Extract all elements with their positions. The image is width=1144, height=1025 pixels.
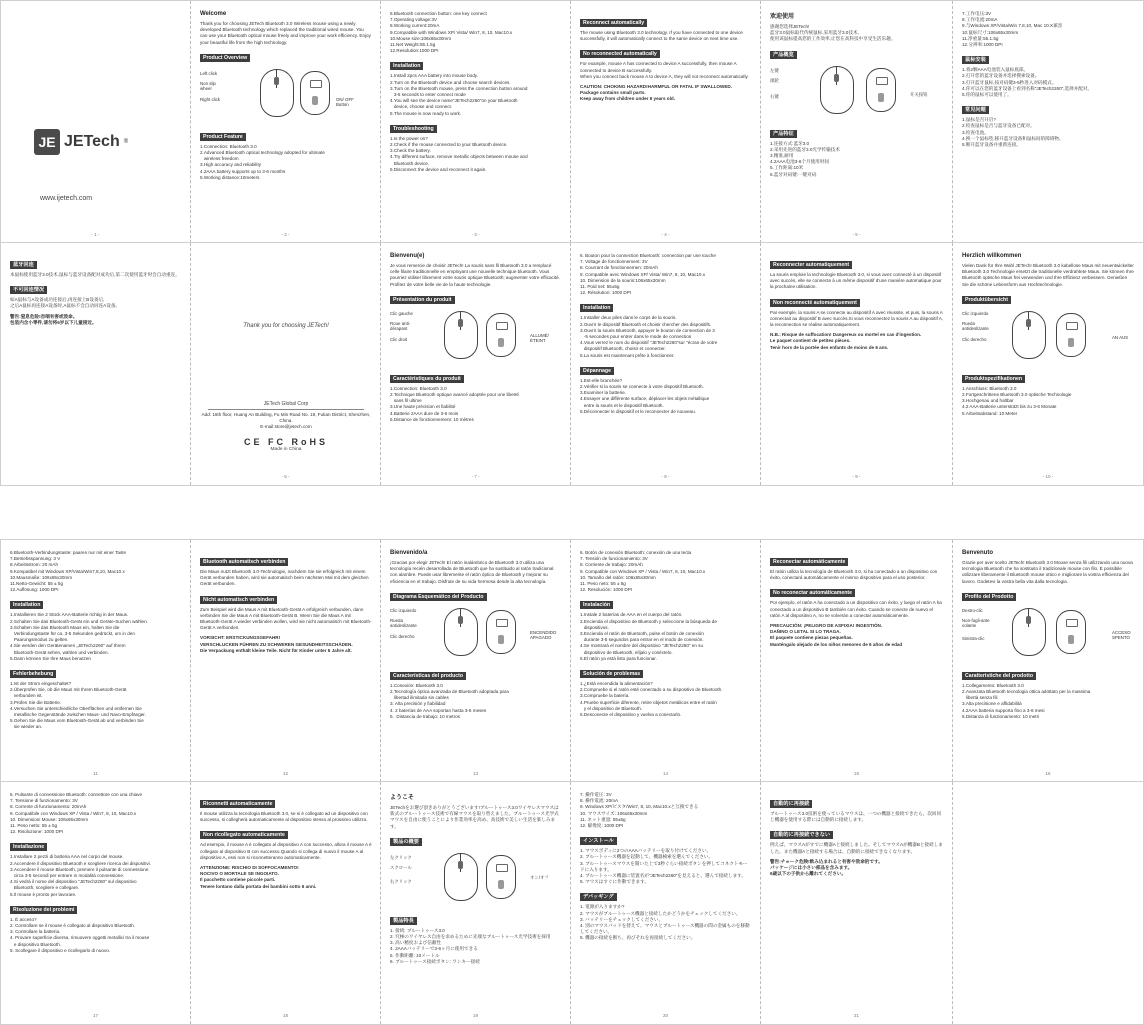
it-install-heading: Installazione	[10, 843, 47, 851]
fr-specs: 6. Bouton pour la connection Bluetooth: connection par une touche 7. Voltage de fonctionnement: 3V 8. Courrant de fonctionnemen: 20mAh 9. Compatible avec Windows XP/ Vista/ Win7, 8, 10, Mac10.x 10. Dimension de la souris:106x65x30mm 11. Poid net: 55±5g 12. Résolution: 1000 DPI	[580, 253, 716, 296]
zh-features: 1.连接方式:蓝牙3.0 2.采用先进的蓝牙3.0光学传输技术 3.精准,耐用 4.2AAA电池3-6个月使用时间 5.工作距离:10米 6.蓝牙对码键:一键对码	[770, 140, 840, 177]
de-install: 1.Installieren Sie 2 Stück AAA-Batterie richtig in der Maus. 2.Schalten Sie das Bluetooth-Gerät ein und Geräte-Suchen wählen. 3.Schalten Sie das Bluetooth Maus ein, halten Sie die Verbindungstaste für ca. 3-5 Sekunden gedrückt, um in den Paarungsmodus zu gelten. 4.Sie werden den Gerätenamen „JETech2260" auf Ihrem Bluetooth-Gerät sehen, wählen und verbinden. 5.Dann können Sie Ihre Maus benutzen	[10, 612, 148, 661]
fr-trouble: 1.Est-elle branchée? 2.Vérifier si la souris se connecte à votre dispositif Bluetooth. 3.Examiner la batterie. 4.Essayer une différente surface, déplacer les objets métallique entre la souris et le dispositif Bluetooth. 5.Déconnecter le dispositif et le reconnecter de nouveau.	[580, 377, 710, 414]
es-intro: ¡Gracias por elegir JETech! El ratón inalámbrico de Bluetooth 3.0 utiliza una tecnología recién desarrollada de Bluetooth que ha sustituido al ratón tradicional con alambre. Puede usar libremente el ratón óptico de Bluetooth y mejorar su eficiencia en el trabajo. Disfrute de su vida hermosa desde la alta tecnología.	[390, 560, 555, 584]
ja-intro: JETechをお選び頂きありがとうございます!ブルートゥース3.0ワイヤレスマウスは新式のブルートゥース技術で有線マウスを取り替えました。ブルートゥース光学式マウスを自由に使うことにより作業効率を高め、高技術で美しい生活を楽しみます。	[390, 805, 559, 829]
it-specs: 6. Pulsante di connessione Bluetooth: connettore con una chiave 7. Tensione di funzionamento: 3V 8. Corrente di funzionamento: 20mAh 9. Compatibile con Windows XP / Vista / Win7, 8, 10, Mac10.x 10. Dimensioni Mouse: 106x65x30mm 11. Peso netto: 55 ± 5g 12. Risoluzione: 1000 DPI	[10, 792, 143, 835]
en-install: 1.Install 2pcs AAA battery into mouse body. 2.Turn on the Bluetooth device and choose search devices. 3.Turn on the Bluetooth mouse, press the connection button around 3-5 seconds to enter connect mode 4.You will see the device name"JETech2260"on your Bluetooth device, choose and connect. 5.The mouse is now ready to work.	[390, 73, 528, 116]
page-number: 20	[662, 1013, 668, 1018]
it-noreconnect-heading: Non ricollegato automaticamente	[200, 831, 288, 839]
es-reconnect-panel	[760, 540, 952, 782]
mouse-top-view	[444, 311, 478, 359]
de-intro: Vielen Dank für Ihre Wahl JETech! Bluetooth 3.0 kabellose Maus mit neuentwickelter Bluetooth 3.0 Technologie ersetzt die traditionelle verdrahtete Maus. Sie können Ihre Bluetooth optische Maus frei verwenden und Ihre Effizienz verbessern. Genießen Sie die schöne Lebensform aus Hochtechnologie.	[962, 263, 1136, 287]
fr-noreconnect-heading: Non reconnecté automatiquement	[770, 299, 860, 307]
zh-install: 1.将2颗AAA电池装入鼠标底部。 2.打开您的蓝牙设备并选择搜索设备。 3.打开蓝牙鼠标,按对码键3-5秒进入对码模式。 4.你可以在您的蓝牙设备上看到名称"JETech2260",选择并配对。 5.你的鼠标可以使用了。	[962, 67, 1093, 98]
label-left-click: 左クリック	[390, 854, 412, 860]
sheet-row	[0, 0, 1144, 243]
mouse-top-view	[444, 608, 478, 656]
ja-welcome-panel	[380, 782, 570, 1024]
page-number: 15	[853, 771, 859, 776]
de-overview-heading: Produktübersicht	[962, 296, 1011, 304]
es-reconnect: El ratón utiliza la tecnología de Bluetooth 3.0, si ha conectado a un dispositivo con éxito, conectará automáticamente el mismo dispositivo para el uso posterior.	[770, 569, 939, 581]
fr-install-heading: Installation	[580, 304, 613, 312]
sheet-back	[0, 539, 1144, 1025]
mouse-diagram	[962, 606, 1135, 660]
en-trouble: 1.Is the power on? 2.Check if the mouse connected to your Bluetooth device. 3.Check the battery. 4.Try different surface, remove metallic objects between mouse and Bluetooth device. 5.Disconnect the device and reconnect it again.	[390, 135, 528, 172]
zh-welcome-panel	[760, 1, 952, 243]
page-number: 12	[282, 771, 288, 776]
label-left-click: Clic izquierdo	[962, 310, 989, 316]
es-feature-heading: Características del producto	[390, 672, 466, 680]
fr-reconnect-heading: Reconnecter automatiquement	[770, 261, 852, 269]
de-features: 1.Anschluss: Bluetooth 3.0 2.Fortgeschrittene Bluetooth 3.0 optische Technologie 3.Hochgenau und haltbar 4.2 AAA-Batterie unterstützt bis zu 3-6 Monate 5.Arbeitsabstand: 10 Meter	[962, 385, 1072, 416]
zh-reconnect-panel	[0, 243, 190, 485]
es-trouble: 1.¿Está encendida la alimentación? 2.Compruebe si el ratón esté conectado a su dispositivo de Bluetooth. 3.Compruebe la batería. 4.Pruebe superficie diferente, retire objetos metálicos entre el ratón y el dispositivo de Bluetooth. 5.Desconecte el dispositivo y vuelva a conectarlo.	[580, 681, 723, 718]
de-reconnect-panel	[190, 540, 380, 782]
brand-url: www.ijetech.com	[40, 195, 93, 202]
mouse-top-view	[260, 69, 294, 117]
it-reconnect: Il mouse utilizza la tecnologia Bluetooth 3.0, se si è collegato ad un dispositivo con successo, si collegherà automaticamente al dispositivo stesso al prossimo utilizzo.	[200, 811, 370, 823]
mouse-top-view	[444, 853, 478, 901]
mouse-diagram	[390, 309, 562, 363]
es-install-heading: Instalación	[580, 601, 613, 609]
fr-title: Bienvenu(e)	[390, 253, 425, 259]
cover-panel	[0, 1, 190, 243]
en-install-panel	[380, 1, 570, 243]
fr-caution: N.B.: Risque de suffocation! Dangereux ou mortel en cas d'ingestion. Le paquet contient de petites pièces. Tenir hors de la portée des enfants de moins de 6 ans.	[770, 332, 922, 350]
label-wheel: Non slip wheel	[200, 80, 216, 91]
it-reconnect-heading: Riconnetti automaticamente	[200, 800, 275, 808]
en-specs: 6.Bluetooth connection button: one key connect 7.Operating voltage:3V 8.Working current:20mA 9.Compatible with Windows XP/ Vista/ Win7, 8, 10, Mac10.x 10.Mouse size:106x65x30mm 11.Net Weight:55.1.5g 12.Resolution:1000 DPI	[390, 11, 513, 54]
de-caution: VORSICHT: ERSTICKUNGSGEFAHR! VERSCHLUCKEN FÜHREN ZU SCHWEREN GESUNDHEITSSCHÄDEN. Die Verpackung enthält kleine Teile. Nicht für Kinder unter 6 Jahre alt.	[200, 635, 353, 653]
zh-trouble: 1.鼠标是否开启? 2.检查鼠标是否与蓝牙设备已配对。 3.检查电池。 4.换一个鼠标垫,移开蓝牙设备和鼠标间的障碍物。 5.断开蓝牙设备并重新连接。	[962, 117, 1064, 148]
en-feature-heading: Product Feature	[200, 133, 246, 141]
label-right-click: 右クリック	[390, 878, 412, 884]
mouse-bottom-view	[1056, 313, 1086, 357]
es-reconnect-heading: Reconectar automáticamente	[770, 558, 848, 566]
mouse-top-view	[1012, 608, 1046, 656]
fr-features: 1.Connection: Bluetooth 3.0 2.Technique Bluetooth optique avancé adoptée pour une liberté sans fil ultime 3.Une haute précision et fiabilité 4.Batterie 2AAA dure de 3-6 mois 5.Distance de fonctionnement: 10 mètres	[390, 385, 519, 422]
de-welcome-panel	[952, 243, 1144, 485]
page-number: 18	[282, 1013, 288, 1018]
de-reconnect-heading: Bluetooth automatisch verbinden	[200, 558, 288, 566]
zh-specs: 7.工作电压:3V 8.工作电流:20mA 9.与Windows XP/Vista/Win 7,8,10, Mac 10.X兼容 10.鼠标尺寸:106x65x30mm 11.净重量:55.1.5g 12.分辨率:1000 DPI	[962, 11, 1063, 48]
sheet-front	[0, 0, 1144, 484]
it-overview-heading: Profilo del Prodotto	[962, 593, 1016, 601]
en-noreconnect-heading: No reconnected automatically	[580, 50, 660, 58]
page-number: 13	[472, 771, 478, 776]
mouse-bottom-view	[486, 313, 516, 357]
page-number: 14	[662, 771, 668, 776]
zh-noreconnect: 如A鼠标与A设备成功连接后,再连接上B设备后, 之后A鼠标再连接A设备时,A鼠标不会自动回连A设备。	[10, 297, 121, 309]
ja-specs: 7. 操作電圧: 3V 8. 操作電流: 20mA 9. Windows XP/ビスタ/Win7, 8, 10, Mac10.xと互換できる 10. マウスサイズ: 106x65x30mm 11. ネット重量: 55±5g 12. 解像度: 1000 DPI	[580, 792, 699, 829]
en-welcome-panel	[190, 1, 380, 243]
fr-install-panel	[570, 243, 760, 485]
fr-install: 1.Installer deux piles dans le corps de la souris. 2.Ouvrir le dispositif Bluetooth et choisir chercher des dispositifs. 3.Ouvrir la souris Bluetooth, appuyer le bouton de connection de 3 -5 secondes pour entrer dans le mode de connection 4.Vous verrez le nom du dispositif "JETech2260"sur "écran de votre dispositif Bluetooth, choisir et connecter. 5.La souris est maintenant prête à fonctionner.	[580, 315, 718, 358]
sheet-row	[0, 242, 1144, 486]
it-install-panel	[0, 782, 190, 1024]
it-noreconnect: Ad esempio, il mouse A è collegato al dispositivo A con successo, allora il mouse A è collegato al dispositivo B con successo.Quando si collega di nuovo il mouse A al dispositivo A, essi non si riconnetteranno automaticamente.	[200, 842, 373, 860]
page-number: - 6 -	[281, 474, 290, 479]
label-on-off: ENCENDIDO APAGADO	[530, 629, 557, 640]
mouse-diagram	[390, 851, 562, 905]
en-intro: Thank you for choosing JETech Bluetooth 3.0 Wireless mouse using a newly developed Bluetooth technology which replaced the traditional wired mouse. You can use your Bluetooth optical mouse freely and improve your work efficiency. Enjoy your beautiful life from the high technology.	[200, 21, 373, 45]
label-wheel: Non-fogli-ante volante	[962, 617, 990, 628]
es-welcome-panel	[380, 540, 570, 782]
page-number: - 9 -	[852, 474, 861, 479]
it-trouble-heading: Risoluzione dei problemi	[10, 906, 77, 914]
corp-name: JETech Global Corp	[263, 401, 309, 407]
label-wheel: Rueda antideslizante	[390, 617, 417, 628]
ja-title: ようこそ	[390, 795, 415, 801]
ja-trouble-heading: デバッギング	[580, 893, 617, 901]
label-left-click: Destro-clic	[962, 607, 983, 613]
label-left-click: Left click	[200, 70, 218, 76]
es-overview-heading: Diagrama Esquemático del Producto	[390, 593, 487, 601]
de-install-panel	[0, 540, 190, 782]
fr-trouble-heading: Dépannage	[580, 367, 614, 375]
label-on-off: ALLUMÉ/ ÉTEINT	[530, 332, 549, 343]
label-on-off: ON/ OFF Button	[336, 96, 354, 107]
ja-noreconnect: 例えば、マウスAがすでに機器Aと接続しました。そしてマウスAが機器Bと接続しました。また機器Aと接続する場合は、自動的に接続できなくなります。	[770, 842, 943, 854]
blank-panel	[952, 782, 1144, 1024]
es-install-panel	[570, 540, 760, 782]
en-title: Welcome	[200, 11, 227, 17]
fr-feature-heading: Caractéristiques du produit	[390, 375, 464, 383]
page-number: - 3 -	[471, 232, 480, 237]
ja-reconnect-heading: 自動的に再接続	[770, 800, 812, 808]
page-number: 21	[853, 1013, 859, 1018]
ja-install: 1. マウスボディに2つのAAAバッテリーを取り付けてください。 2. ブルートゥース機器を起動して、機器検索を選んでください。 3. ブルートゥースマウスを開いた上で3秒ぐらい接続ボタンを押してコネクトモードに入ります。 4. ブルートゥース機器に装置名が"JETech2260"を見えると、選んで接続します。 5. マウスはすぐに作動できます。	[580, 848, 748, 885]
page-number: 17	[92, 1013, 98, 1018]
en-noreconnect: For example, mouse A has connected to device A successfully, then mouse A connected to device B successfully. When you connect back mouse A to device A, they will not reconnect automatically.	[580, 61, 749, 79]
zh-reconnect: 本鼠标使用蓝牙3.0技术,鼠标与蓝牙设备配对成功后,第二次使用蓝牙时会自动重连。	[10, 272, 180, 277]
de-reconnect: Die Maus nutzt Bluetooth 3.0-Technologie, nachdem Sie sie erfolgreich mit einem Gerät verbunden haben, wird sie automatisch beim nächsten Mal mit dem gleichen Gerät verbunden.	[200, 569, 370, 587]
mouse-diagram	[200, 67, 372, 121]
mouse-bottom-view	[486, 610, 516, 654]
page-number: - 10 -	[1042, 474, 1054, 479]
label-right-click: Clic droit	[390, 336, 408, 342]
page-number: 19	[472, 1013, 478, 1018]
page-number: - 5 -	[852, 232, 861, 237]
corp-email: E-mail:store@jetech.com	[260, 424, 312, 430]
label-on-off: ACCESO SPENTO	[1112, 629, 1131, 640]
mouse-bottom-view	[300, 71, 330, 115]
fr-intro: Je vous remercie de choisir JETech! La souris sans fil Bluetooth 3.0 a remplacé celle filaire traditionnelle en employant une nouvelle technique bluetooth. Vous pourriez utiliser librement votre souris optique Bluetooth; augmenter votre efficacité. Profitez de votre belle vie de la haute technologie.	[390, 263, 562, 287]
it-title: Benvenuto	[962, 550, 994, 556]
brand-logo	[34, 129, 182, 155]
mouse-bottom-view	[866, 68, 896, 112]
page-number: - 1 -	[91, 232, 100, 237]
fr-noreconnect: Par exemple, la souris A se connecte au dispositif A avec réussite, et puis, la souris A connectait au dispositif B avec succès.Si vous reconnectez la souris A au dispositif A, la reconnection se réalise automatiquement.	[770, 309, 945, 328]
label-left-click: 左键	[770, 67, 779, 73]
it-reconnect-panel	[190, 782, 380, 1024]
zh-reconnect-heading: 蓝牙回连	[10, 261, 37, 269]
en-reconnect-panel	[570, 1, 760, 243]
page-number: 16	[1045, 771, 1051, 776]
zh-noreconnect-heading: 不可回连情况	[10, 286, 47, 294]
label-right-click: Right click	[200, 96, 221, 102]
sheet-row	[0, 539, 1144, 782]
en-reconnect: The mouse using Bluetooth 3.0 technology. If you have connected to one device successfully, it will automatically connect to the same device on next time use.	[580, 30, 745, 42]
it-install: 1.Installare 2 pezzi di batteria AAA nel corpo del mouse. 2.Accendere il dispositivo Bluetooth e scegliere ricerca dei dispositivi. 3.Accendere il mouse Bluetooth, premere il pulsante di connessione circa 3-5 secondi per entrare in modalità connessione. 4.Si vedrà il nome del dispositivo "JETech2260" sul dispositivo Bluetooth, scegliere e collegare. 5.Il mouse è pronto per lavorare.	[10, 854, 151, 897]
es-features: 1.Conexión: Bluetooth 3.0 2.Tecnología óptica avanzada de Bluetooth adoptada para libertad ilimitada sin cables 3. Alta precisión y fiabilidad 4. 2 baterías de AAA soportan hasta 3-6 meses 5. Distancia de trabajo: 10 metros	[390, 682, 509, 719]
label-right-click: Clic derecho	[390, 633, 415, 639]
registered-mark: ®	[123, 139, 129, 145]
label-wheel: スクロール	[390, 864, 412, 870]
en-reconnect-heading: Reconnect automatically	[580, 19, 647, 27]
es-trouble-heading: Solución de problemas	[580, 670, 643, 678]
mouse-top-view	[1012, 311, 1046, 359]
en-trouble-heading: Troubleshooting	[390, 125, 437, 133]
es-title: Bienvenido/a	[390, 550, 428, 556]
fr-welcome-panel	[380, 243, 570, 485]
es-install: 1.Instale 2 baterías de AAA en el cuerpo del ratón. 2.Encienda el dispositivo de Bluetooth y seleccione la búsqueda de dispositivos. 3.Encienda el ratón de Bluetooth, pulse el botón de conexión durante 3-5 segundos para entrar en el modo de conexión. 4.Se mostrará el nombre del dispositivo "JETech2260" en su dispositivo de Bluetooth, elíjalo y conéctelo. 5.El ratón ya está listo para funcionar.	[580, 612, 717, 661]
de-specs: 6.Bluetooth-Verbindungstaste: paaren nur mit einer Taste 7.Betriebsspannung: 3 V 8.Arbeitsstrom: 20 mAh 9.Kompatibel mit Windows XP/Vista/Win7,8,10, Mac10.x 10.Mausmaße: 106x65x30mm 11.Netto-Gewicht: 55 ± 5g 12.Auflösung: 1000 DPI	[10, 550, 127, 593]
thanks-text: Thank you for choosing JETech!	[243, 323, 329, 329]
ja-install-panel	[570, 782, 760, 1024]
mouse-diagram	[390, 606, 562, 660]
divider	[208, 409, 364, 410]
brand-mark-icon: JE	[34, 129, 60, 155]
ja-trouble: 1. 電源が入りますか? 2. マウスがブルートゥース機器と接続したかどうかをチェックしてください。 3. バッテリーをチェックしてください。 4. 別のマウスパッドを替えて、マウスとブルートゥース機器の間の金属ものを移動してください。 5. 機器の接続を断ち、再びそれを再接続してください。	[580, 904, 750, 941]
label-right-click: Sinistra-clic	[962, 635, 985, 641]
label-wheel: Roue anti-dérapant	[390, 320, 411, 331]
ja-overview-heading: 製品の概要	[390, 838, 422, 846]
corp-address: Add: 16th floor, Huang An Building, Fu Min Road No. 19, Futian District, Shenzhen, China.	[201, 412, 372, 424]
zh-install-heading: 鼠标安装	[962, 56, 989, 64]
ja-caution: 警告:チョーク危険!飲み込まれると有害や致命的です。 パッケージには小さい部品を含みます。 6歳以下の子供から離れてください。	[770, 858, 883, 877]
page-number: 11	[93, 771, 98, 776]
de-title: Herzlich willkommen	[962, 253, 1022, 259]
en-features: 1.Connection: Bluetooth 3.0 2.Advanced Bluetooth optical technology adopted for ultimate wireless freedom 3.High accuracy and reliability 4.2AAA battery supports up to 3-6 months 5.Working distance:10meters	[200, 143, 325, 180]
it-welcome-panel	[952, 540, 1144, 782]
mouse-top-view	[820, 66, 854, 114]
ja-install-heading: インストール	[580, 837, 617, 845]
page-number: - 8 -	[661, 474, 670, 479]
ja-noreconnect-heading: 自動的に再接続できない	[770, 831, 833, 839]
zh-install-panel	[952, 1, 1144, 243]
es-noreconnect-heading: No reconectar automáticamente	[770, 589, 855, 597]
mouse-diagram	[770, 64, 944, 118]
it-features: 1.Collegamento: Bluetooth 3.0 2.Avanzata Bluetooth tecnologia ottica adottato per la massima libertà senza fili 3.Alta precisione e affidabilità 4.2AAA batteria supporta fino a 3-6 mesi 5.Distanza di funzionamento: 10 metri	[962, 682, 1091, 719]
en-overview-heading: Product Overview	[200, 54, 250, 62]
de-noreconnect: Zum Beispiel wird die Maus A mit Bluetooth-Gerät A erfolgreich verbunden, dann verbinden Sie die Maus A mit Bluetooth-Gerät B. Wenn Sie die Maus A mit Bluetooth-Gerät A wieder verbinden wollen, wird sie nicht automatisch mit Bluetooth-Gerät A verbunden.	[200, 606, 372, 631]
fr-overview-heading: Présentation du produit	[390, 296, 455, 304]
de-trouble: 1.Ist der Strom eingeschaltet? 2.Überprüfen Sie, ob die Maus mit Ihrem Bluetooth-Gerät verbunden ist. 3.Prüfen Sie die Batterie. 4.Versuchen Sie unterschiedliche Oberflächen und entfernen Sie metallische Gegenstände zwischen Maus- und Navo-Empfänger. 5.Gehen Sie die Maus vom Bluetooth-Gerät ab und verbinden Sie sie wieder an.	[10, 681, 146, 730]
fr-reconnect: La souris emploie la technologie Bluetooth 3.0, si vous avez connecté à un dispositif avec succès, elle se connecte à un même dispositif d'une manière automatique pour la prochaine utilisation.	[770, 272, 943, 290]
label-right-click: 右键	[770, 93, 779, 99]
ja-feature-heading: 製品特長	[390, 917, 417, 925]
en-caution: CAUTION: CHOKING HAZARD!HARMFUL OR FATAL IF SWALLOWED. Package contains small parts. Keep away from children under 6 years old.	[580, 84, 733, 102]
zh-feature-heading: 产品特征	[770, 130, 797, 138]
label-on-off: オン/オフ	[530, 874, 549, 880]
mouse-bottom-view	[486, 855, 516, 899]
es-noreconnect: Por ejemplo, el ratón A ha conectado a un dispositivo con éxito, y luego el ratón A ha conectado a un dispositivo B también con éxito. Cuando se conecte de nuevo el ratón A al dispositivo A, no se volverán a conectar automáticamente.	[770, 600, 944, 618]
label-left-click: Clic gauche	[390, 310, 413, 316]
ja-reconnect-panel	[760, 782, 952, 1024]
fr-reconnect-panel	[760, 243, 952, 485]
zh-intro: 感谢您选择JETech! 蓝牙3.0鼠标取代传统鼠标,采用蓝牙3.0技术, 使用该鼠标提高您的工作效率,让您在高科技中享受生活乐趣。	[770, 24, 896, 42]
de-noreconnect-heading: Nicht automatisch verbinden	[200, 596, 277, 604]
ja-features: 1. 接続: ブルートゥース3.0 2. 究極のワイヤレス自由を求めるために先端なブルートゥース光学技術を採用 3. 高い精度および信頼性 4. 2AAAバッテリーで3-6ヶ月に使用できる 5. 作動距離: 10メートル 6. ブルートゥース接続ボタン: ワンキー接続	[390, 927, 551, 964]
label-on-off: AN AUS	[1112, 334, 1129, 340]
es-caution: PRECAUCIÓN: ¡PELIGRO DE ASFIXIA! INGESTIÓN. DAÑINO O LETAL SI LO TRAGA. El paquete contiene piezas pequeñas. Manténgalo alejado de los niños menores de 6 años de edad	[770, 623, 903, 647]
it-caution: ATTENZIONE: RISCHIO DI SOFFOCAMENTO! NOCIVO O MORTALE SE INGOIATO. Il pacchetto contiene piccole parti. Tenere lontano dalla portata dei bambini sotto 6 anni.	[200, 865, 317, 889]
label-wheel: 滚轮	[770, 77, 779, 83]
it-trouble: 1. È acceso? 2. Controllare se il mouse è collegato al dispositivo Bluetooth. 3. Controllare la batteria. 4. Provare superficie diversa, rimuovere oggetti metallici tra il mouse e dispositivo Bluetooth. 5. Scollegare il dispositivo e ricollegarlo di nuovo.	[10, 916, 150, 953]
it-intro: Grazie per aver scelto JETech! Bluetooth 3.0 Mouse senza fili utilizzando una nuova tecnologia Bluetooth che ha sostituito il tradizionale mouse con filo. È possibile utilizzare liberamente il Bluetooth mouse ottico e migliorare la vostra efficienza del lavoro. Godetevi la vostra bella vita dalla tecnologia.	[962, 560, 1135, 584]
page-number: - 2 -	[281, 232, 290, 237]
brand-name: JETech	[64, 133, 120, 150]
zh-trouble-heading: 常见问题	[962, 106, 989, 114]
mouse-bottom-view	[1056, 610, 1086, 654]
en-install-heading: Installation	[390, 62, 423, 70]
zh-title: 欢迎使用	[770, 14, 795, 20]
label-on-off: 开关按钮	[910, 91, 928, 97]
mouse-diagram	[962, 309, 1135, 363]
label-wheel: Rueda antideslizante	[962, 320, 989, 331]
es-specs: 6. Botón de conexión Bluetooth: conexión de una tecla 7. Tensión de funcionamiento: 3V 8. Corriente de trabajo: 20mAh 9. Compatible con Windows XP / Vista / Win7, 8, 10, Mac10.x 10. Tamaño del ratón: 106x65x30mm 11. Peso neto: 55 ± 5g 12. Resolución: 1000 DPI	[580, 550, 706, 593]
certification-icons: CE FC RoHS	[244, 436, 328, 447]
made-in: Made in China	[270, 446, 302, 452]
ja-reconnect: ブルートゥース3.0技術を使っているマウスは、一つの機器と接続できたら、次回同じ機器を使用する際には自動的に接続します。	[770, 811, 942, 823]
zh-overview-heading: 产品概览	[770, 51, 797, 59]
de-feature-heading: Produktspezifikationen	[962, 375, 1025, 383]
label-left-click: Clic izquierdo	[390, 607, 417, 613]
de-trouble-heading: Fehlerbehebung	[10, 670, 56, 678]
de-install-heading: Installation	[10, 601, 43, 609]
sheet-row	[0, 781, 1144, 1025]
label-right-click: Clic derecho	[962, 336, 987, 342]
page-number: - 4 -	[661, 232, 670, 237]
back-cover-panel	[190, 243, 380, 485]
page-number: - 7 -	[471, 474, 480, 479]
zh-caution: 警告:窒息危险!吞咽有害或致命。 包装内含小零件,请勿将6岁以下儿童接近。	[10, 313, 97, 325]
it-feature-heading: Caratteristiche del prodotto	[962, 672, 1036, 680]
